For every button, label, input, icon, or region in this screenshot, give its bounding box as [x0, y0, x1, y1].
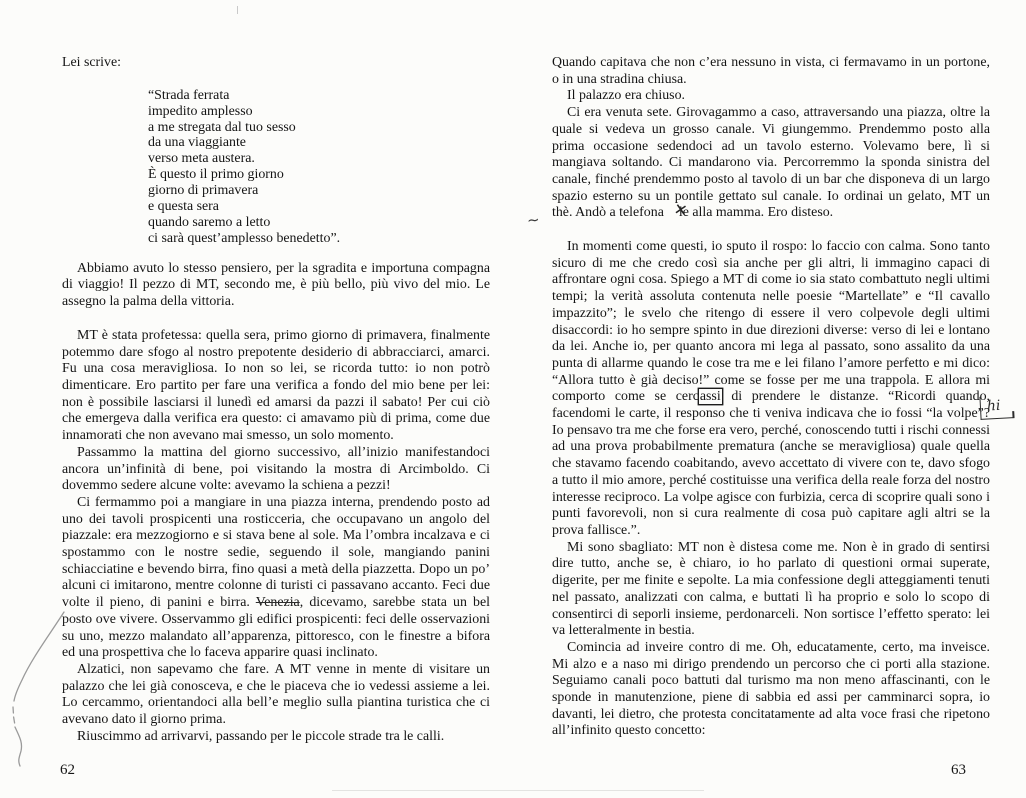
paragraph [552, 105, 990, 222]
pen-correction-x-mark: l ✕ [664, 205, 683, 222]
paragraph-segment: In momenti come questi, io sputo il rospo: lo faccio con calma. Sono tanto sicuro di me che credo così sia anche per gli altri, li immagino capaci di affrontare ogni cosa. Spiego a MT di come io sia stato combattuto negli ultimi tempi; la verità assoluta contenuta nelle poesie “Martellate” e “Il cavallo impazzito”; le svelo che ritengo di essere il vero colpevole degli ultimi disaccordi: io ho sempre spinto in due direzioni diverse: verso di lei e lontano da lei. Anche io, per quanto ancora mi lega al passato, sono assalito da una punta di allarme quando le cose tra me e lei filano l’amore perfetto e mi dico: “Allora tutto è già deciso!” come se fosse per me una trappola. E allora mi comporto come se cerc [552, 239, 990, 405]
pen-boxed-text: assi [699, 389, 721, 405]
paragraph-segment: e alla mamma. Ero disteso. [682, 205, 834, 221]
paragraph: Il palazzo era chiuso. [567, 88, 686, 104]
poem-line: verso meta austera. [148, 151, 255, 167]
strikethrough-word: Venezia [255, 595, 300, 611]
paragraph: Mi sono sbagliato: MT non è distesa come me. Non è in grado di sentirsi dire tutto, anche se, è chiaro, io ho parlato di questioni ormai superate, digerite, per me finite e sepolte. La mia confessione degli atteggiamenti tenuti nel passato, analizzati con calma, e buttati lì ha proprio e solo lo scopo di consentirci di seporli insieme, perdonarceli. Non sortisce l’effetto sperato: lei va letteralmente in bestia. [552, 539, 990, 639]
paragraph [552, 239, 990, 540]
paragraph: Riuscimmo ad arrivarvi, passando per le piccole strade tra le calli. [77, 728, 445, 744]
page-62-text-column [62, 55, 490, 745]
poem-line: ci sarà quest’amplesso benedetto”. [148, 230, 341, 246]
paragraph: Abbiamo avuto lo stesso pensiero, per la sgradita e importuna compagna di viaggio! Il pezzo di MT, secondo me, è più bello, più vivo del mio. Le assegno la palma della vittoria. [62, 260, 490, 310]
paragraph: Passammo la mattina del giorno successivo, all’inizio manifestandoci ancora un’infinità di bene, poi visitando la mostra di Arcimboldo. Ci dovemmo sedere alcune volte: avevamo la schiena a pezzi! [62, 444, 490, 494]
paragraph [62, 495, 490, 662]
poem-line: quando saremo a letto [148, 214, 271, 230]
intro-line: Lei scrive: [62, 55, 122, 70]
page-number-right: 63 [951, 762, 966, 778]
poem-line: e questa sera [148, 199, 219, 215]
poem-block [148, 88, 490, 247]
page-number-left: 62 [60, 762, 75, 778]
scan-artifact-line [332, 790, 704, 791]
poem-line: giorno di primavera [148, 183, 259, 199]
handwritten-margin-note: hi [979, 395, 1013, 420]
poem-line: da una viaggiante [148, 135, 246, 151]
paragraph-segment: Ci era venuta sete. Girovagammo a caso, attraversando una piazza, oltre la quale si vedeva un grosso canale. Vi giungemmo. Prendemmo posto alla prima occasione sedendoci ad un tavolo esterno. Volevamo bere, lì si mangiava soltando. Ci mandarono via. Percorremmo la sponda sinistra del canale, finché prendemmo posto al tavolo di un bar che disponeva di un largo spazio esterno su un pontile gettato sul canale. Io ordinai un gelato, MT un thè. Andò a telefona [552, 105, 990, 221]
paragraph: Comincia ad inveire contro di me. Oh, educatamente, certo, ma inveisce. Mi alzo e a naso mi dirigo prendendo un percorso che ci porti alla stazione. Seguiamo canali poco battuti dal turismo ma non meno affascinanti, con le sponde in manutenzione, piene di sabbia ed assi per camminarci sopra, io davanti, lei dietro, che protesta concitatamente ad alta voce frasi che ripetono all’infinito questo concetto: [552, 639, 990, 739]
paragraph: Quando capitava che non c’era nessuno in vista, ci fermavamo in un portone, o in una stradina chiusa. [552, 55, 990, 87]
page-63-text-column [552, 55, 990, 740]
poem-line: a me stregata dal tuo sesso [148, 119, 296, 135]
paragraph: Alzatici, non sapevamo che fare. A MT venne in mente di visitare un palazzo che lei già conosceva, e che le piaceva che io vedessi assieme a lei. Lo cercammo, orientandoci alla bell’e meglio sulla piantina turistica che ci avevano dato il giorno prima. [62, 661, 490, 728]
pen-tilde-mark: ∼ [526, 210, 541, 230]
paragraph-segment: di prendere le distanze. “Ricordi quando, facendomi le carte, il responso che ti veniva indicava che io fossi “la volpe”? Io pensavo tra me che forse era vero, perché, conoscendo tutti i rischi connessi ad una prova probabilmente prematura (anche se meravigliosa) quale quella che stavamo facendo coabitando, avevo accettato di vivere con te, davo sfogo a tutto il mio amore, perché costituisse una verifica della reale forza del nostro interesse reciproco. La volpe agisce con furbizia, cerca di scoprire quali sono i punti favorevoli, non si cura realmente di cosa può capitare agli altri se la prova fallisce.”. [552, 389, 990, 538]
paragraph: MT è stata profetessa: quella sera, primo giorno di primavera, finalmente potemmo dare sfogo al nostro prepotente desiderio di abbracciarci, amarci. Fu una cosa meravigliosa. Io non so lei, se ricorda tutto: io non potrò dimenticare. Ero partito per fare una verifica a fondo del mio bene per lei: non è possibile lasciarsi il lunedì ed amarsi da pazzi il sabato! Per cui ciò che emergeva dalla verifica era questo: ci amavamo più di prima, come due innamorati che non avevano mai smesso, un solo momento. [62, 327, 490, 444]
paragraph-segment: Ci fermammo poi a mangiare in una piazza interna, prendendo posto ad uno dei tavoli prospicenti una rosticceria, che occupavano un angolo del piazzale: era mezzogiorno e si stava bene al sole. Ma l’ombra incalzava e ci spostammo con le nostre sedie, seguendo il sole, mangiando panini schiacciatine e bevendo birra, fino quasi a metà della piazzetta. Dopo un po’ alcuni ci imitarono, mentre colonne di turisti ci passavano accanto. Feci due volte il pieno, di panini e birra. [62, 494, 490, 611]
scan-artifact-mark [237, 6, 238, 14]
poem-line: È questo il primo giorno [148, 167, 284, 183]
pencil-margin-stroke [0, 598, 80, 798]
paragraph-segment: , dicevamo, sarebbe stata un bel posto ove vivere. Osservammo gli edifici prospicenti: feci delle osservazioni su uno, mezzo malandato all’apparenza, pittoresco, con le finestre a bifora ed una prospettiva che lo faceva apparire quasi inclinato. [62, 595, 490, 661]
poem-line: “Strada ferrata [148, 87, 230, 103]
poem-line: impedito amplesso [148, 103, 253, 119]
